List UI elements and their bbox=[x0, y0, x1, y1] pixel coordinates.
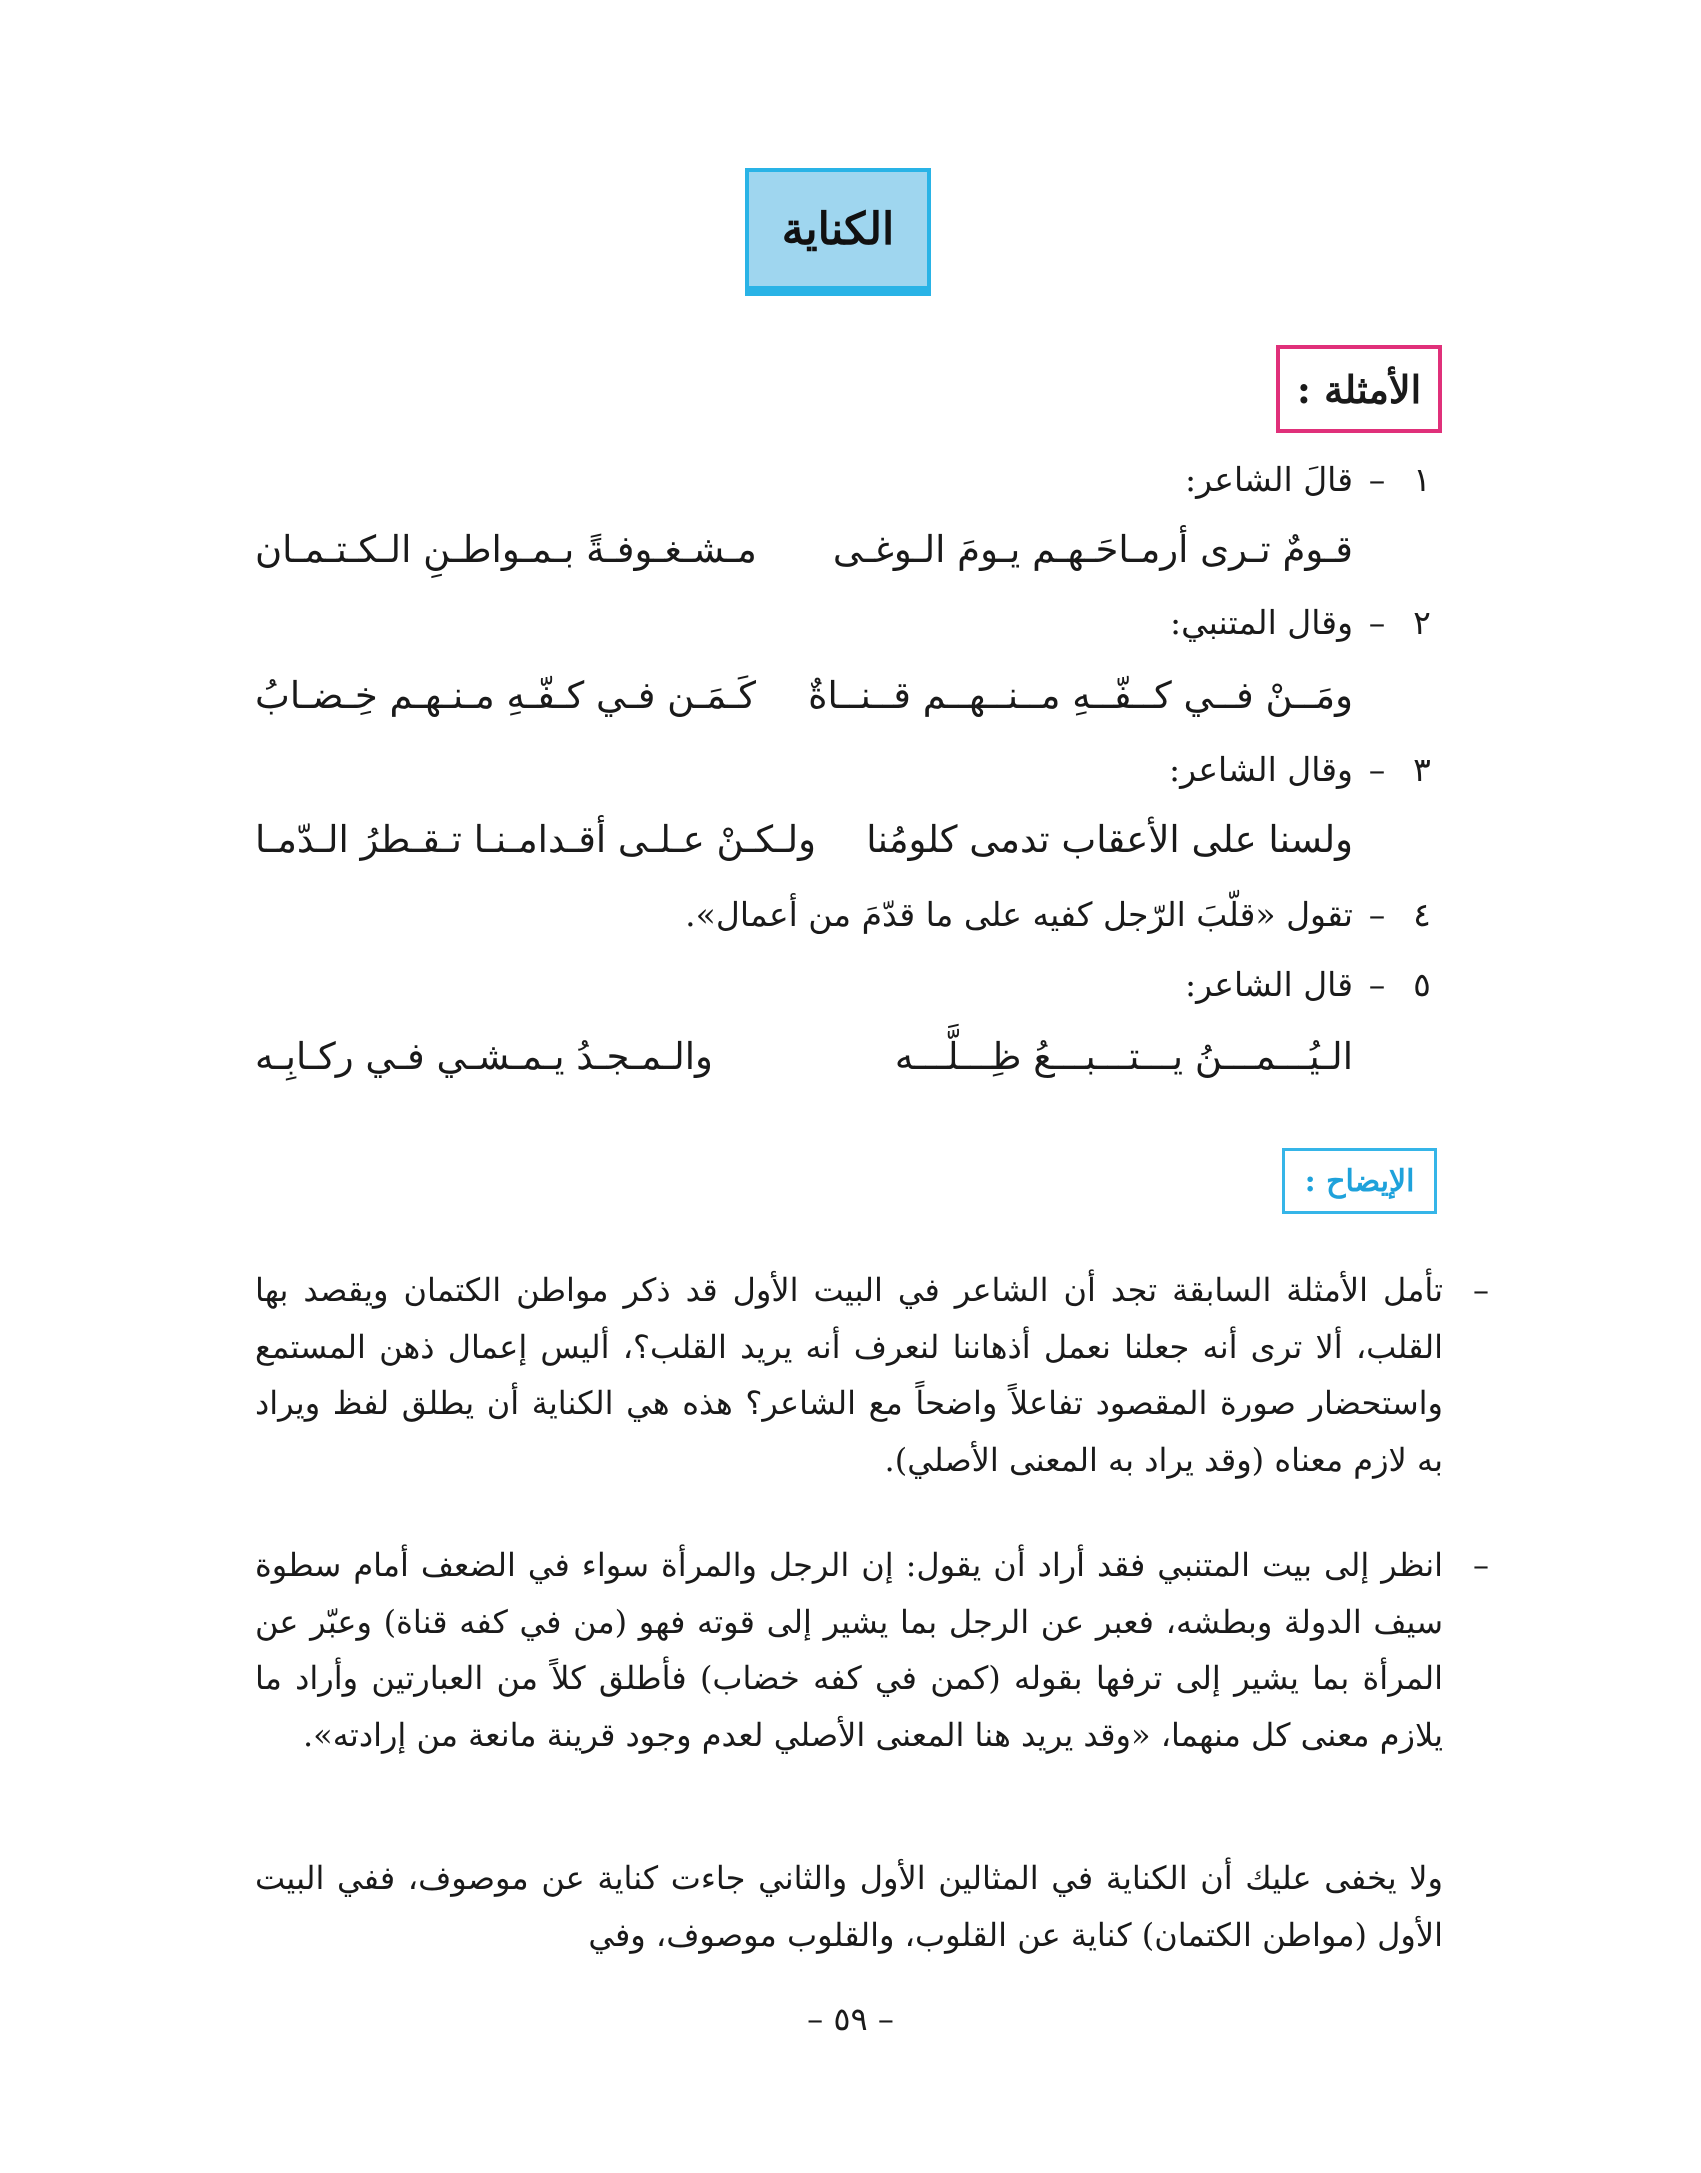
title-box bbox=[745, 168, 931, 296]
item-number: ٢ bbox=[1413, 603, 1431, 642]
item-number: ٣ bbox=[1413, 750, 1431, 789]
verse-second-half: مـشـغـوفـةً بـمـواطـنِ الـكـتـمـان bbox=[255, 528, 757, 571]
list-item bbox=[685, 895, 1443, 934]
verse bbox=[255, 674, 1353, 734]
verse bbox=[255, 818, 1353, 878]
item-number: ٥ bbox=[1413, 965, 1431, 1004]
paragraph-text: انظر إلى بيت المتنبي فقد أراد أن يقول: إن الرجل والمرأة سواء في الضعف أمام سطوة سيف الدولة وبطشه، فعبر عن الرجل بما يشير إلى قوته فهو (من في كفه قناة) وعبّر عن المرأة بما يشير إلى ترفها بقوله (كمن في كفه خضاب) فأطلق كلاً من العبارتين وأراد ما يلازم معنى كل منهما، «وقد يريد هنا المعنى الأصلي لعدم وجود قرينة مانعة من إرادته». bbox=[255, 1546, 1443, 1754]
examples-label: الأمثلة : bbox=[1276, 345, 1442, 433]
verse bbox=[255, 528, 1353, 588]
verse-first-half: قـومٌ تـرى أرمـاحَـهـم يـومَ الـوغـى bbox=[832, 528, 1353, 571]
verse-first-half: ولسنا على الأعقاب تدمى كلومُنا bbox=[866, 818, 1353, 861]
paragraph-text: تأمل الأمثلة السابقة تجد أن الشاعر في البيت الأول قد ذكر مواطن الكتمان ويقصد بها القلب، ألا ترى أنه جعلنا نعمل أذهاننا لنعرف أنه يريد القلب؟، أليس إعمال ذهن المستمع واستحضار صورة المقصود تفاعلاً واضحاً مع الشاعر؟ هذه هي الكناية أن يطلق لفظ ويراد به لازم معناه (وقد يراد به المعنى الأصلي). bbox=[255, 1271, 1444, 1479]
item-dash: – bbox=[1368, 750, 1386, 789]
item-dash: – bbox=[1368, 895, 1386, 934]
list-item bbox=[1185, 965, 1443, 1004]
verse bbox=[255, 1035, 1353, 1095]
item-dash: – bbox=[1368, 460, 1386, 499]
verse-second-half: والـمـجـدُ يـمـشـي فـي ركـابِـه bbox=[255, 1035, 713, 1078]
item-dash: – bbox=[1368, 603, 1386, 642]
item-dash: – bbox=[1368, 965, 1386, 1004]
verse-first-half: الـيُـــمـــنُ يـــتـــبـــعُ ظِـــلَّـــه bbox=[894, 1035, 1353, 1078]
list-item bbox=[1169, 750, 1443, 789]
list-item bbox=[1170, 603, 1443, 642]
verse-second-half: ولـكـنْ عـلـى أقـدامـنـا تـقـطرُ الـدّمـا bbox=[255, 818, 816, 861]
item-intro: وقال المتنبي: bbox=[1169, 603, 1353, 642]
item-number: ٤ bbox=[1413, 895, 1431, 934]
item-intro: قال الشاعر: bbox=[1184, 965, 1353, 1004]
list-item bbox=[1185, 460, 1443, 499]
item-number: ١ bbox=[1413, 460, 1431, 499]
paragraph-bullet: – bbox=[1473, 1546, 1489, 1584]
paragraph bbox=[255, 1537, 1489, 1763]
page-number: – ٥٩ – bbox=[807, 2000, 894, 2038]
explanation-label: الإيضاح : bbox=[1282, 1148, 1437, 1214]
verse-second-half: كَـمَـن فـي كـفّـهِ مـنـهـم خِـضـابُ bbox=[255, 674, 757, 717]
verse-first-half: ومَــنْ فــي كــفّــهِ مــنــهــم قــنــاةٌ bbox=[808, 674, 1353, 717]
item-intro: قالَ الشاعر: bbox=[1184, 460, 1353, 499]
item-intro: وقال الشاعر: bbox=[1169, 750, 1353, 789]
paragraph bbox=[255, 1850, 1443, 1963]
paragraph-text: ولا يخفى عليك أن الكناية في المثالين الأول والثاني جاءت كناية عن موصوف، ففي البيت الأول (مواطن الكتمان) كناية عن القلوب، والقلوب موصوف، وفي bbox=[255, 1859, 1443, 1954]
paragraph-bullet: – bbox=[1473, 1271, 1489, 1309]
page-title: الكناية bbox=[781, 203, 895, 255]
item-intro: تقول «قلّبَ الرّجل كفيه على ما قدّمَ من أعمال». bbox=[685, 895, 1353, 934]
paragraph bbox=[255, 1262, 1489, 1488]
